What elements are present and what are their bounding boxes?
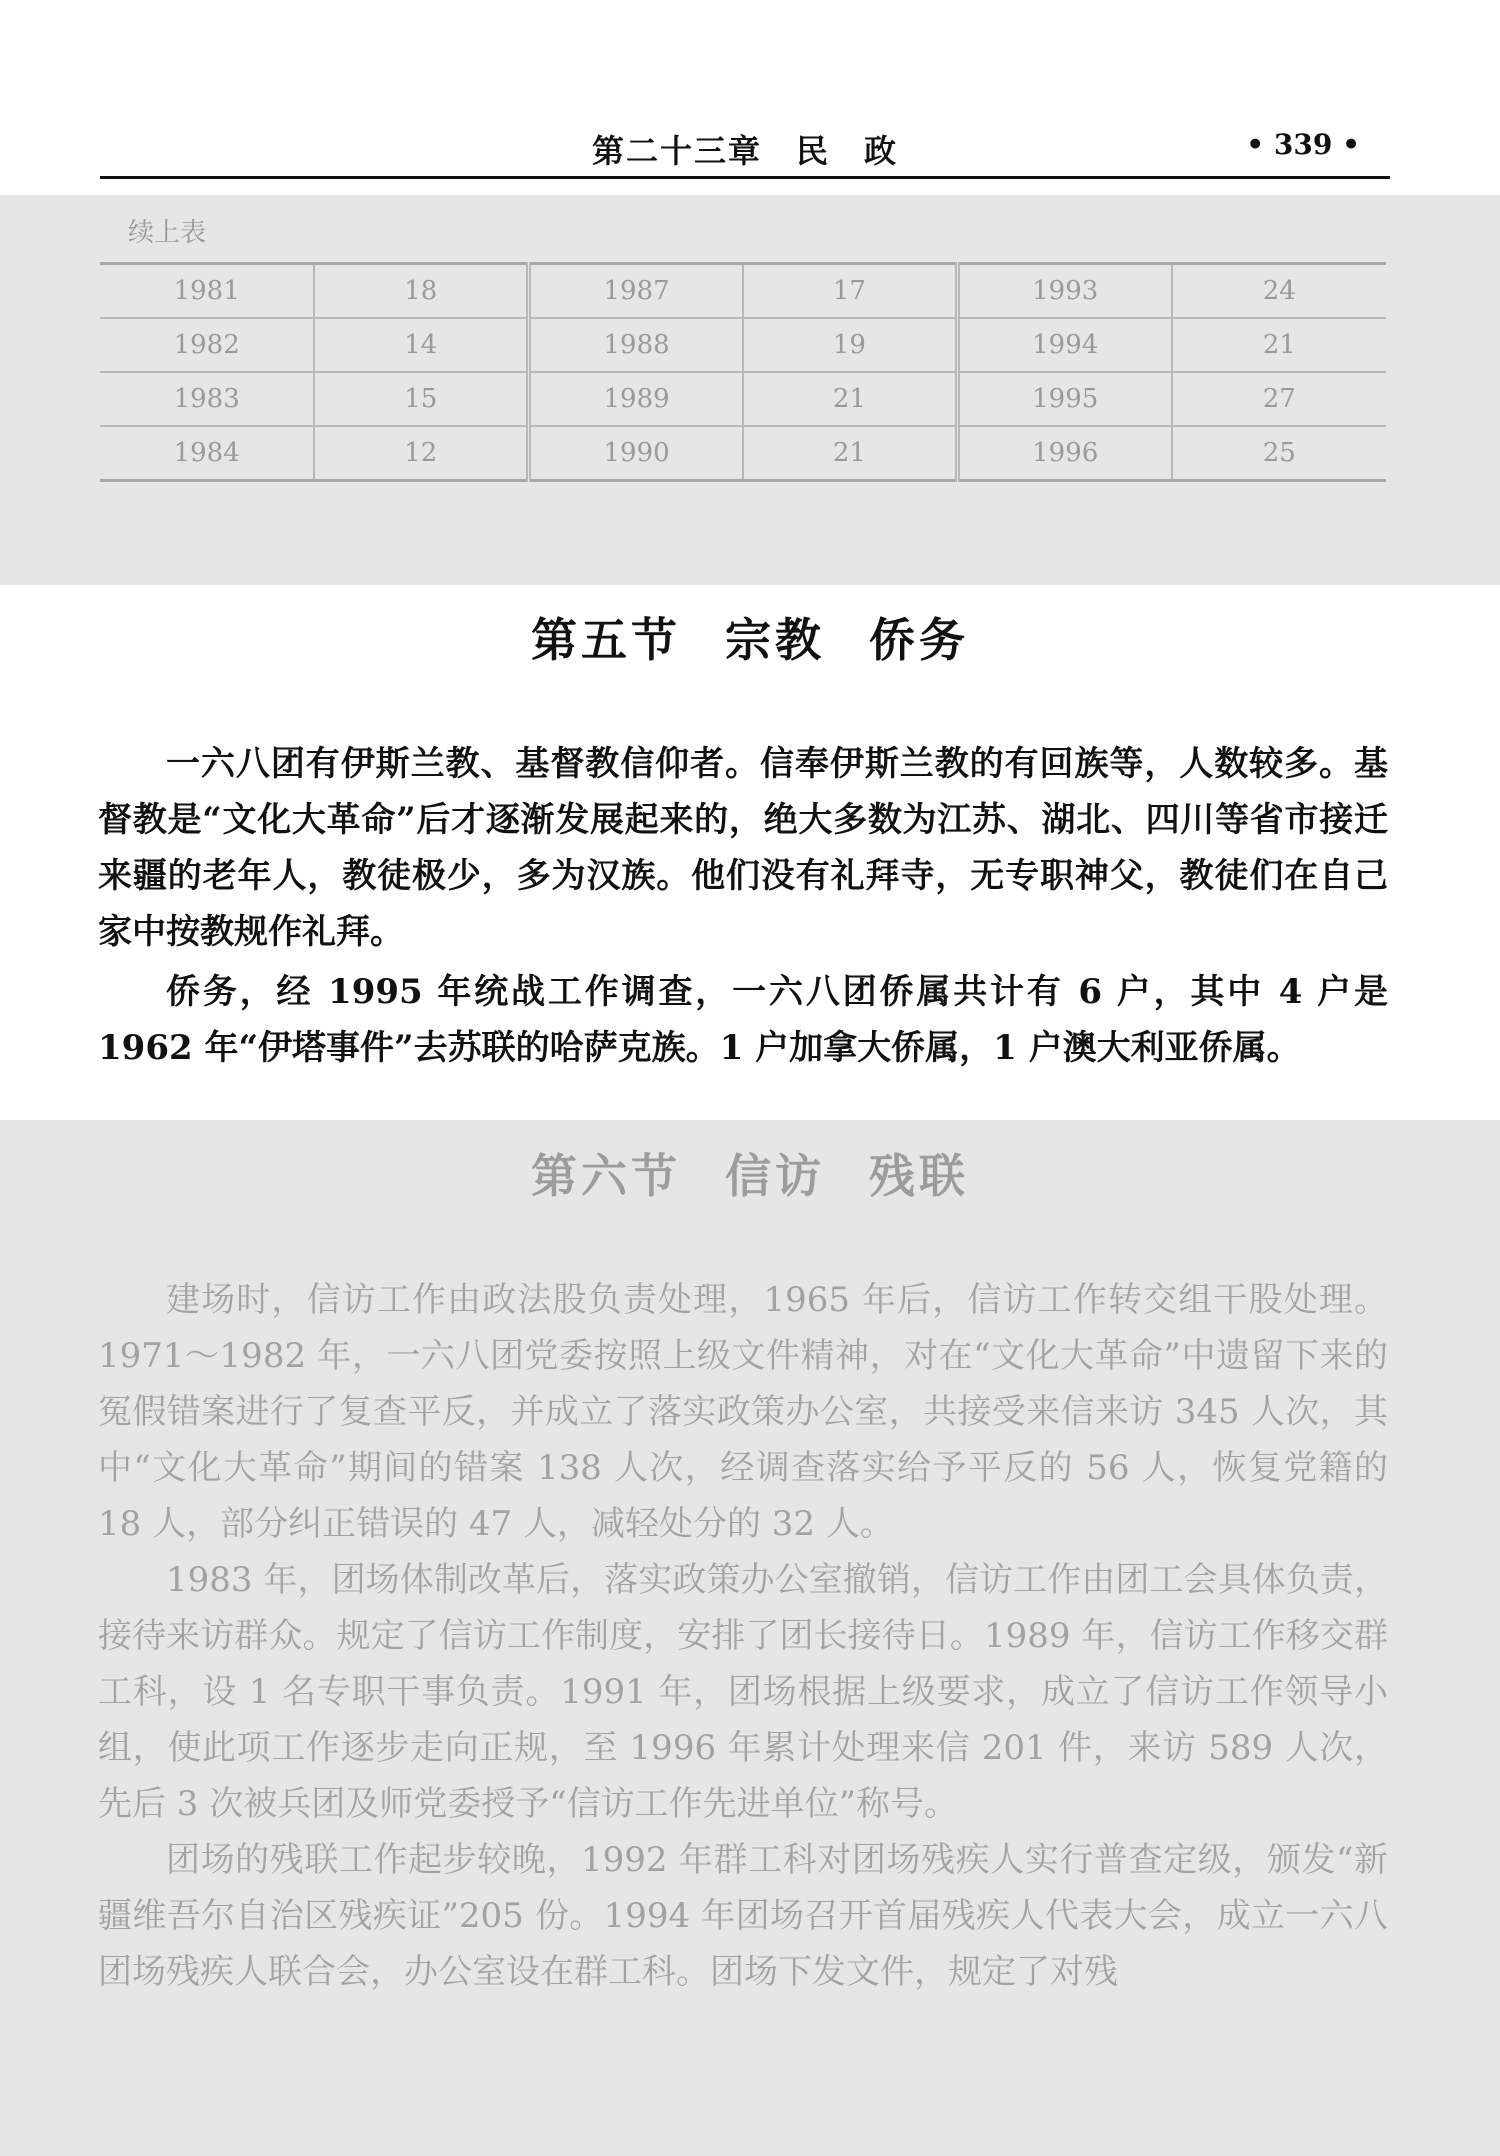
table-cell: 19 [743, 318, 957, 372]
table-cell: 17 [743, 264, 957, 319]
table-cell: 1993 [957, 264, 1171, 319]
paragraph: 团场的残联工作起步较晚，1992 年群工科对团场残疾人实行普查定级，颁发“新疆维吾尔自治区残疾证”205 份。1994 年团场召开首届残疾人代表大会，成立一六八团场残疾人联合会，办公室设在群工科。团场下发文件，规定了对残 [98, 1840, 1388, 1992]
paragraph: 侨务，经 1995 年统战工作调查，一六八团侨属共计有 6 户，其中 4 户是 1962 年“伊塔事件”去苏联的哈萨克族。1 户加拿大侨属，1 户澳大利亚侨属。 [98, 972, 1388, 1068]
heading-part: 宗教 [725, 613, 825, 667]
table-cell: 21 [743, 372, 957, 426]
table-cell: 1988 [529, 318, 743, 372]
continued-data-table [100, 262, 1386, 482]
heading-part: 残联 [869, 1149, 969, 1203]
table-cell: 1983 [100, 372, 314, 426]
table-cell: 1987 [529, 264, 743, 319]
table-cell: 1996 [957, 426, 1171, 481]
heading-part: 第六节 [531, 1149, 681, 1203]
chapter-title: 第二十三章 民 政 [591, 132, 898, 170]
paragraph: 1983 年，团场体制改革后，落实政策办公室撤销，信访工作由团工会具体负责，接待来访群众。规定了信访工作制度，安排了团长接待日。1989 年，信访工作移交群工科，设 1 名专职干事负责。1991 年，团场根据上级要求，成立了信访工作领导小组，使此项工作逐步走向正规，至 1996 年累计处理来信 201 件，来访 589 人次，先后 3 次被兵团及师党委授予“信访工作先进单位”称号。 [98, 1560, 1388, 1824]
heading-part: 信访 [725, 1149, 825, 1203]
page-header [100, 118, 1390, 178]
table-row [100, 372, 1386, 426]
table-cell: 14 [314, 318, 528, 372]
page-number: • 339 • [1246, 128, 1360, 161]
table-row [100, 426, 1386, 481]
table-cell: 18 [314, 264, 528, 319]
section-6-body [98, 1272, 1388, 2000]
table-row [100, 318, 1386, 372]
table-row [100, 264, 1386, 319]
table-cell: 15 [314, 372, 528, 426]
table-cell: 21 [743, 426, 957, 481]
table-cell: 1984 [100, 426, 314, 481]
table-cell: 1989 [529, 372, 743, 426]
table-cell: 24 [1172, 264, 1386, 319]
table-cell: 1981 [100, 264, 314, 319]
table-cell: 1995 [957, 372, 1171, 426]
table-cell: 12 [314, 426, 528, 481]
table-cell: 1982 [100, 318, 314, 372]
section-5-body [98, 736, 1388, 1076]
table-cell: 1990 [529, 426, 743, 481]
paragraph: 建场时，信访工作由政法股负责处理，1965 年后，信访工作转交组干股处理。1971～1982 年，一六八团党委按照上级文件精神，对在“文化大革命”中遗留下来的冤假错案进行了复查平反，并成立了落实政策办公室，共接受来信来访 345 人次，其中“文化大革命”期间的错案 138 人次，经调查落实给予平反的 56 人，恢复党籍的 18 人，部分纠正错误的 47 人，减轻处分的 32 人。 [98, 1280, 1388, 1544]
table-cell: 1994 [957, 318, 1171, 372]
section-6-heading [0, 1140, 1500, 1206]
table-cell: 27 [1172, 372, 1386, 426]
paragraph: 一六八团有伊斯兰教、基督教信仰者。信奉伊斯兰教的有回族等，人数较多。基督教是“文化大革命”后才逐渐发展起来的，绝大多数为江苏、湖北、四川等省市接迁来疆的老年人，教徒极少，多为汉族。他们没有礼拜寺，无专职神父，教徒们在自己家中按教规作礼拜。 [98, 744, 1388, 952]
heading-part: 侨务 [869, 613, 969, 667]
table-cell: 25 [1172, 426, 1386, 481]
header-rule [100, 176, 1390, 179]
table-cell: 21 [1172, 318, 1386, 372]
table-continued-label: 续上表 [128, 218, 207, 248]
section-5-heading [0, 604, 1500, 670]
heading-part: 第五节 [531, 613, 681, 667]
